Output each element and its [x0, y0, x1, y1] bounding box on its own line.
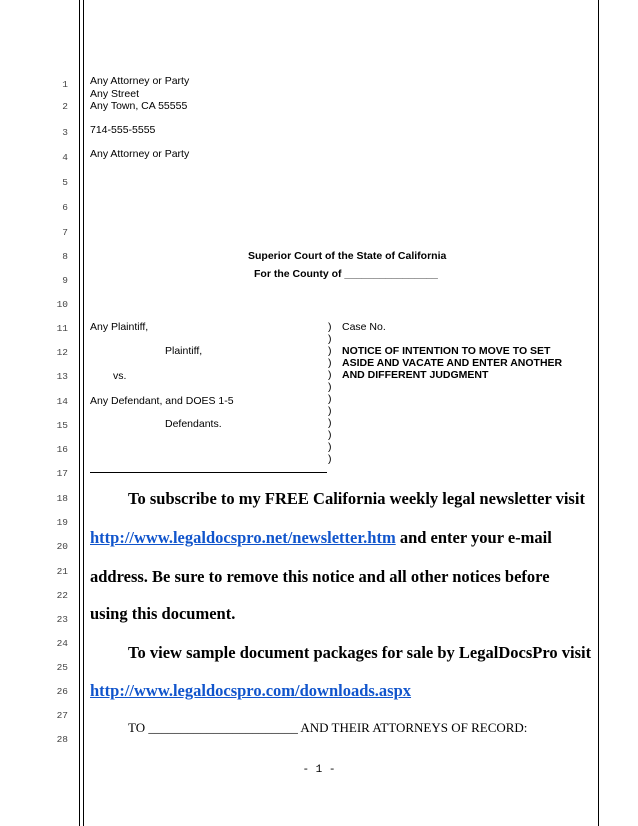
attorney-city: Any Town, CA 55555: [90, 100, 188, 112]
downloads-link[interactable]: http://www.legaldocspro.com/downloads.aspx: [90, 681, 412, 700]
paren-mark: ): [328, 333, 332, 345]
line-number: 19: [56, 517, 68, 528]
line-number: 13: [56, 371, 68, 382]
line-number: 14: [56, 396, 68, 407]
left-margin-rule-1: [79, 0, 80, 826]
line-number: 9: [62, 275, 68, 286]
line-number: 4: [62, 152, 68, 163]
paren-mark: ): [328, 345, 332, 357]
line-number: 16: [56, 444, 68, 455]
paren-mark: ): [328, 429, 332, 441]
right-margin-rule: [598, 0, 599, 826]
line-number: 11: [56, 323, 68, 334]
paren-mark: ): [328, 441, 332, 453]
line-number: 27: [56, 710, 68, 721]
paren-mark: ): [328, 369, 332, 381]
notice-line-1: To subscribe to my FREE California weekly legal newsletter visit: [128, 489, 585, 508]
paren-mark: ): [328, 405, 332, 417]
notice-line-5: To view sample document packages for sale by LegalDocsPro visit: [128, 643, 592, 662]
line-number: 3: [62, 127, 68, 138]
line-number: 23: [56, 614, 68, 625]
line-number: 26: [56, 686, 68, 697]
notice-line-6: [90, 681, 411, 701]
line-number: 25: [56, 662, 68, 673]
page-number: - 1 -: [302, 764, 336, 776]
to-line: TO _______________________ AND THEIR ATTORNEYS OF RECORD:: [128, 720, 528, 735]
paren-mark: ): [328, 417, 332, 429]
line-number: 24: [56, 638, 68, 649]
attorney-phone: 714-555-5555: [90, 124, 156, 136]
document-title-line-3: AND DIFFERENT JUDGMENT: [342, 369, 489, 381]
notice-line-4: using this document.: [90, 604, 236, 623]
left-margin-rule-2: [83, 0, 84, 826]
case-number-label: Case No.: [342, 321, 386, 333]
versus: vs.: [113, 370, 127, 382]
document-title-line-1: NOTICE OF INTENTION TO MOVE TO SET: [342, 345, 551, 357]
notice-line-2: [90, 528, 552, 548]
line-number: 12: [56, 347, 68, 358]
line-number: 1: [62, 79, 68, 90]
document-title-line-2: ASIDE AND VACATE AND ENTER ANOTHER: [342, 357, 563, 369]
line-number: 6: [62, 202, 68, 213]
line-number: 18: [56, 493, 68, 504]
court-name: Superior Court of the State of California: [248, 250, 447, 262]
caption-underline: [90, 472, 327, 473]
line-number: 10: [56, 299, 68, 310]
line-number: 7: [62, 227, 68, 238]
line-number: 21: [56, 566, 68, 577]
paren-mark: ): [328, 357, 332, 369]
defendant-name: Any Defendant, and DOES 1-5: [90, 395, 234, 407]
paren-mark: ): [328, 453, 332, 465]
paren-mark: ): [328, 321, 332, 333]
line-number: 22: [56, 590, 68, 601]
attorney-for: Any Attorney or Party: [90, 148, 190, 160]
defendant-role: Defendants.: [165, 418, 222, 430]
notice-line-2-text: and enter your e-mail: [395, 528, 552, 547]
line-number: 8: [62, 251, 68, 262]
plaintiff-name: Any Plaintiff,: [90, 321, 149, 333]
newsletter-link[interactable]: http://www.legaldocspro.net/newsletter.htm: [90, 528, 396, 547]
line-number: 15: [56, 420, 68, 431]
line-number: 20: [56, 541, 68, 552]
notice-line-3: address. Be sure to remove this notice and all other notices before: [90, 567, 550, 586]
attorney-street: Any Street: [90, 88, 140, 100]
plaintiff-role: Plaintiff,: [165, 345, 203, 357]
paren-mark: ): [328, 381, 332, 393]
line-number: 28: [56, 734, 68, 745]
line-number: 17: [56, 468, 68, 479]
attorney-name: Any Attorney or Party: [90, 75, 190, 87]
line-number: 2: [62, 101, 68, 112]
court-county: For the County of ________________: [254, 268, 438, 280]
line-number: 5: [62, 177, 68, 188]
paren-mark: ): [328, 393, 332, 405]
